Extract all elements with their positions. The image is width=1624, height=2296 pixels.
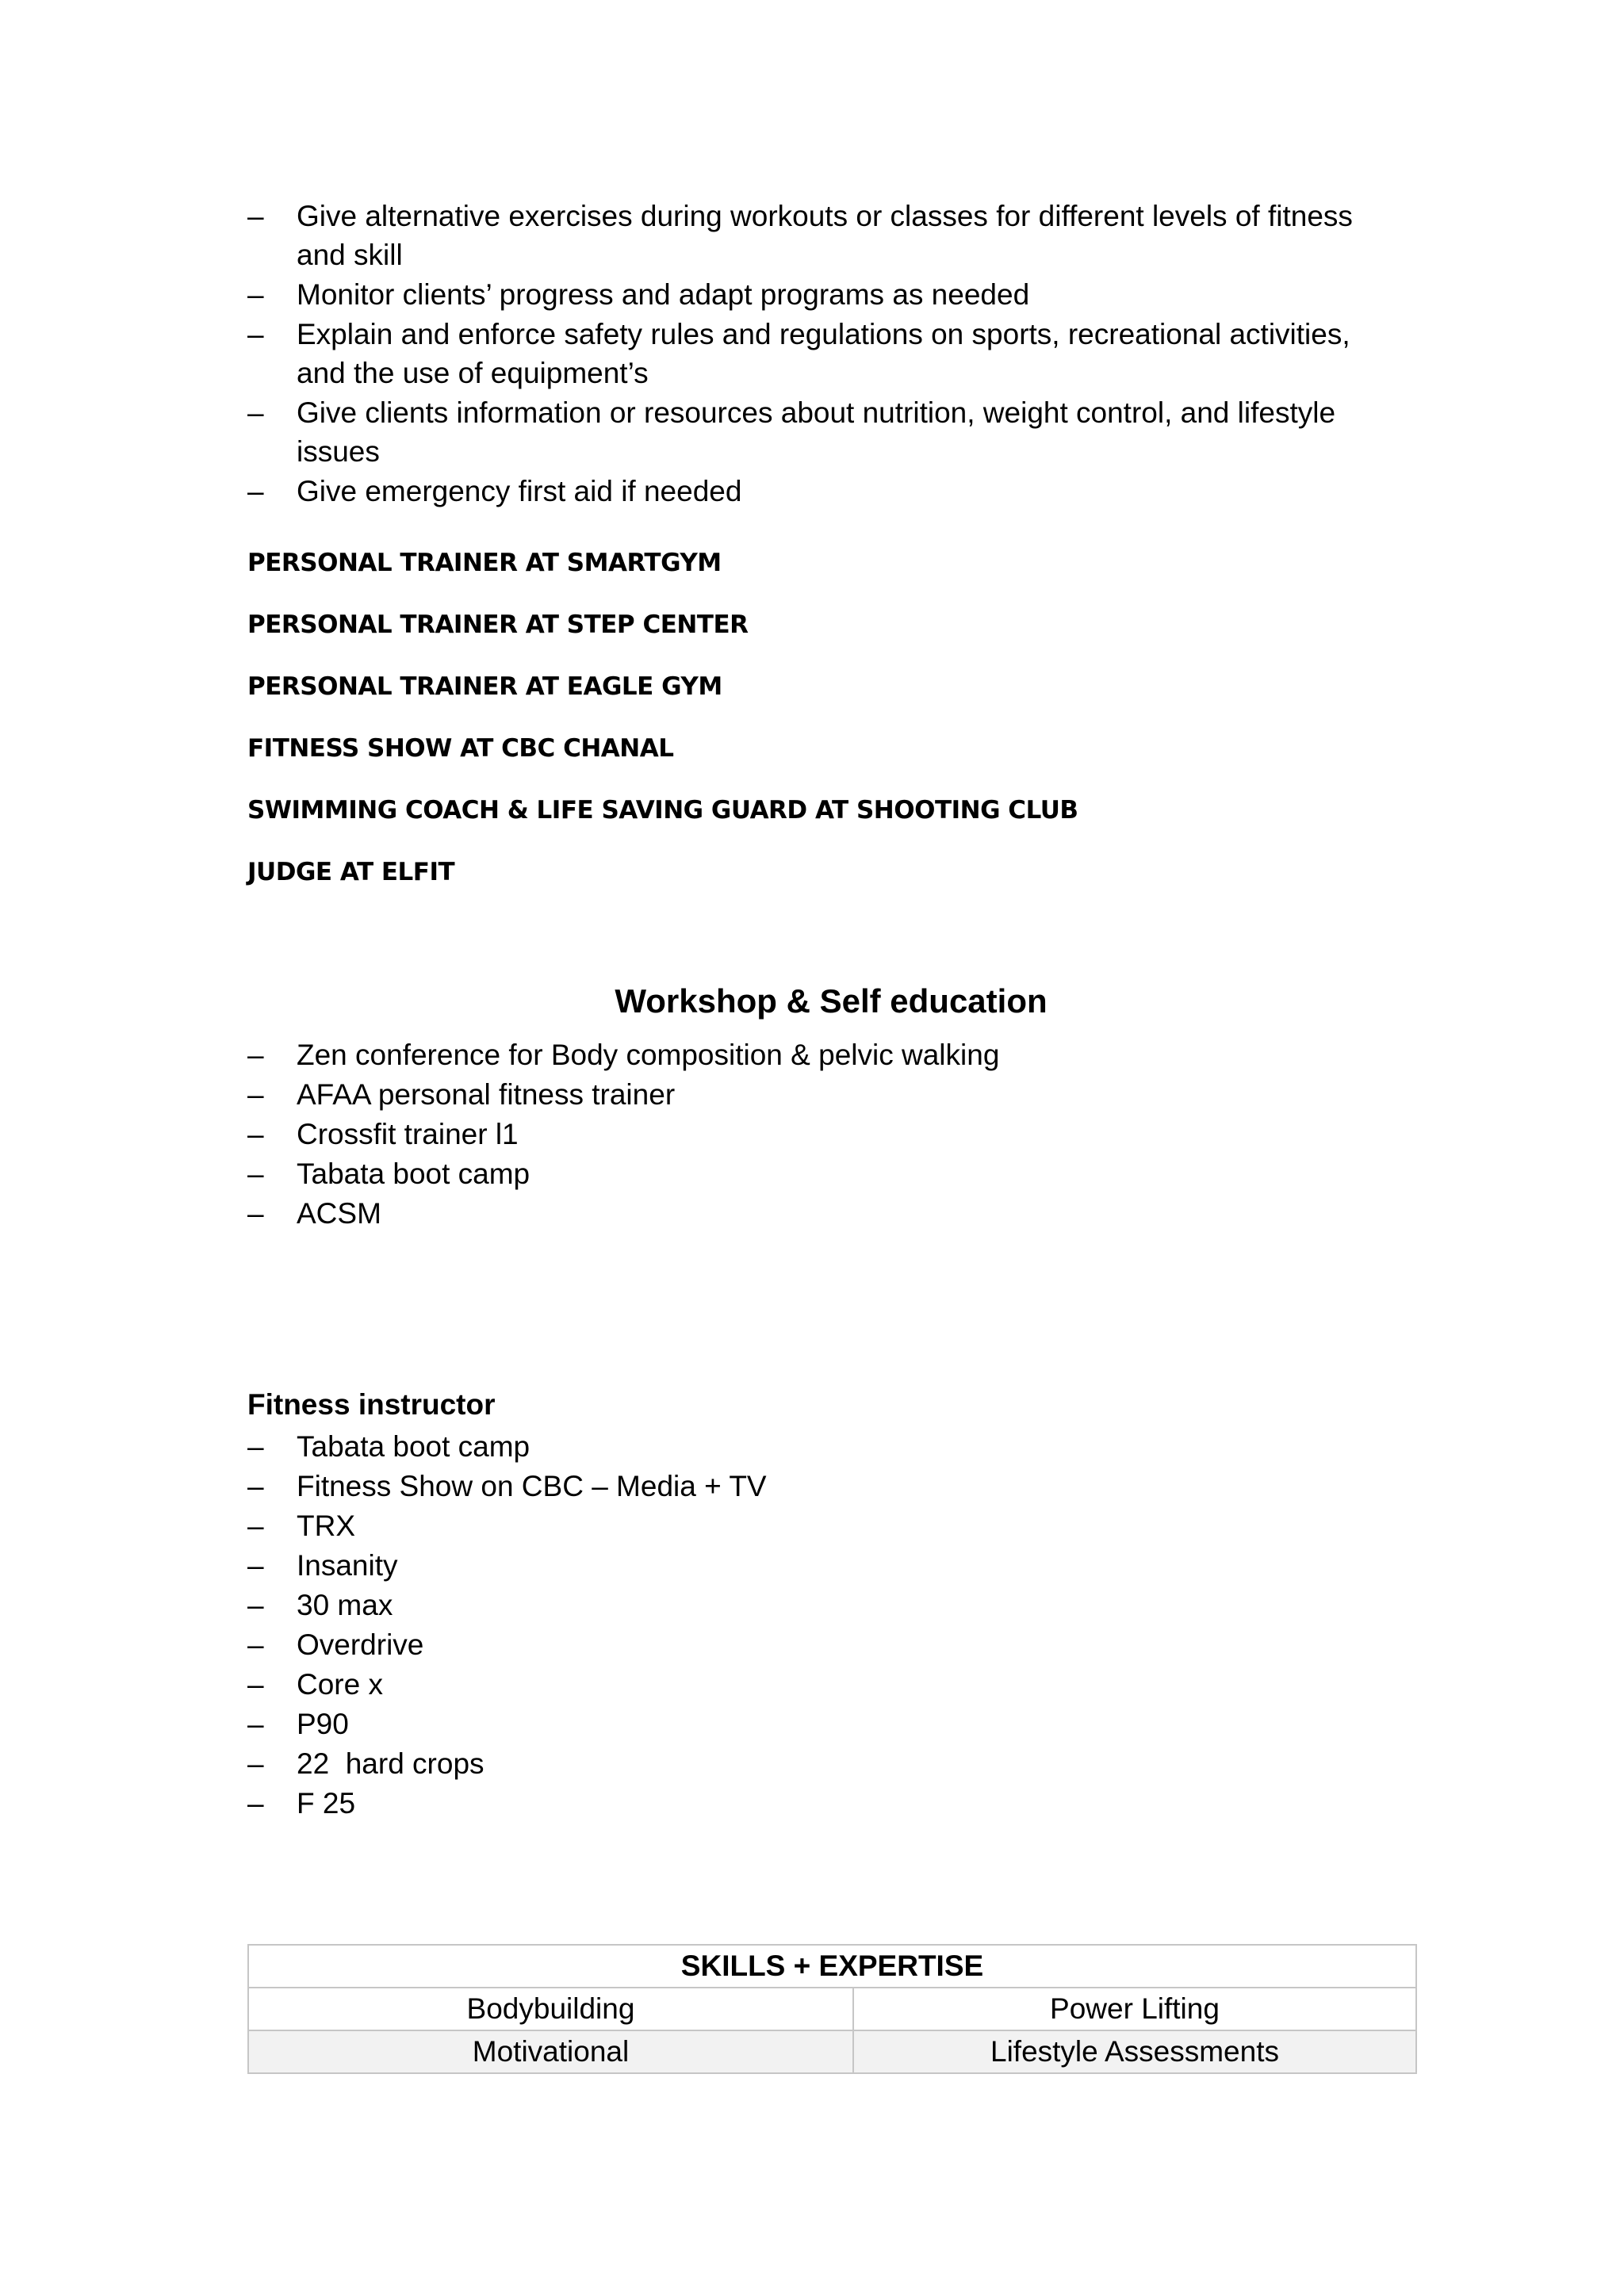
program-item: P90 [297, 1708, 349, 1740]
list-item [247, 1035, 1373, 1074]
dash-bullet: – [247, 1039, 264, 1071]
role-heading: JUDGE AT ELFIT [247, 858, 455, 886]
list-item [247, 1665, 1373, 1704]
workshop-item: Crossfit trainer l1 [297, 1118, 519, 1150]
dash-bullet: – [247, 396, 264, 429]
list-item [247, 1744, 1373, 1783]
workshop-item: AFAA personal fitness trainer [297, 1078, 676, 1111]
list-item [247, 1625, 1373, 1664]
workshop-item: Tabata boot camp [297, 1158, 530, 1190]
list-item [247, 1705, 1373, 1743]
dash-bullet: – [247, 318, 264, 350]
program-item: Fitness Show on CBC – Media + TV [297, 1470, 767, 1502]
table-cell: Lifestyle Assessments [853, 2030, 1416, 2073]
dash-bullet: – [247, 1708, 264, 1740]
program-item: Insanity [297, 1549, 398, 1582]
role-heading: FITNESS SHOW AT CBC CHANAL [247, 734, 674, 763]
dash-bullet: – [247, 1430, 264, 1463]
list-item [247, 1154, 1373, 1193]
roles-list [247, 547, 1437, 918]
list-item [247, 1115, 1373, 1154]
program-item: Overdrive [297, 1628, 424, 1661]
program-item: 22 hard crops [297, 1747, 485, 1780]
table-cell: Power Lifting [853, 1988, 1416, 2030]
dash-bullet: – [247, 278, 264, 311]
fitness-instructor-heading: Fitness instructor [247, 1388, 496, 1421]
workshop-list [247, 1035, 1373, 1234]
role-heading: SWIMMING COACH & LIFE SAVING GUARD AT SHOOTING CLUB [247, 796, 1078, 825]
program-item: 30 max [297, 1589, 393, 1621]
duty-text: Give alternative exercises during workouts or classes for different levels of fitness and skill [297, 200, 1353, 271]
table-row [248, 1988, 1416, 2030]
program-item: Core x [297, 1668, 383, 1701]
list-item [247, 1546, 1373, 1585]
list-item [247, 1427, 1373, 1466]
skills-table [247, 1944, 1417, 2074]
duty-text: Give emergency first aid if needed [297, 475, 742, 507]
dash-bullet: – [247, 1078, 264, 1111]
dash-bullet: – [247, 1787, 264, 1820]
duty-text: Monitor clients’ progress and adapt programs as needed [297, 278, 1030, 311]
dash-bullet: – [247, 1470, 264, 1502]
table-row [248, 2030, 1416, 2073]
list-item [247, 1075, 1373, 1114]
program-item: Tabata boot camp [297, 1430, 530, 1463]
table-header-row [248, 1945, 1416, 1988]
fitness-instructor-list [247, 1427, 1373, 1823]
duty-text: Explain and enforce safety rules and regulations on sports, recreational activities, and the use of equipment’s [297, 318, 1350, 389]
program-item: F 25 [297, 1787, 356, 1820]
list-item [247, 393, 1373, 471]
dash-bullet: – [247, 475, 264, 507]
skills-table-title: SKILLS + EXPERTISE [248, 1945, 1416, 1988]
duty-text: Give clients information or resources about nutrition, weight control, and lifestyle issues [297, 396, 1336, 468]
workshop-section-title: Workshop & Self education [615, 982, 1048, 1020]
dash-bullet: – [247, 1118, 264, 1150]
list-item [247, 1194, 1373, 1233]
list-item [247, 1506, 1373, 1545]
workshop-item: Zen conference for Body composition & pelvic walking [297, 1039, 1000, 1071]
dash-bullet: – [247, 1549, 264, 1582]
list-item [247, 1784, 1373, 1823]
dash-bullet: – [247, 1668, 264, 1701]
role-heading: PERSONAL TRAINER AT STEP CENTER [247, 610, 749, 639]
dash-bullet: – [247, 1158, 264, 1190]
dash-bullet: – [247, 1197, 264, 1230]
dash-bullet: – [247, 1589, 264, 1621]
role-heading: PERSONAL TRAINER AT SMARTGYM [247, 549, 722, 577]
dash-bullet: – [247, 200, 264, 232]
list-item [247, 1586, 1373, 1624]
table-cell: Motivational [248, 2030, 853, 2073]
list-item [247, 197, 1373, 274]
table-cell: Bodybuilding [248, 1988, 853, 2030]
list-item [247, 275, 1373, 314]
dash-bullet: – [247, 1510, 264, 1542]
list-item [247, 472, 1373, 511]
list-item [247, 315, 1373, 392]
list-item [247, 1467, 1373, 1506]
role-heading: PERSONAL TRAINER AT EAGLE GYM [247, 672, 722, 701]
program-item: TRX [297, 1510, 355, 1542]
dash-bullet: – [247, 1628, 264, 1661]
duties-list [247, 197, 1373, 511]
workshop-item: ACSM [297, 1197, 381, 1230]
dash-bullet: – [247, 1747, 264, 1780]
